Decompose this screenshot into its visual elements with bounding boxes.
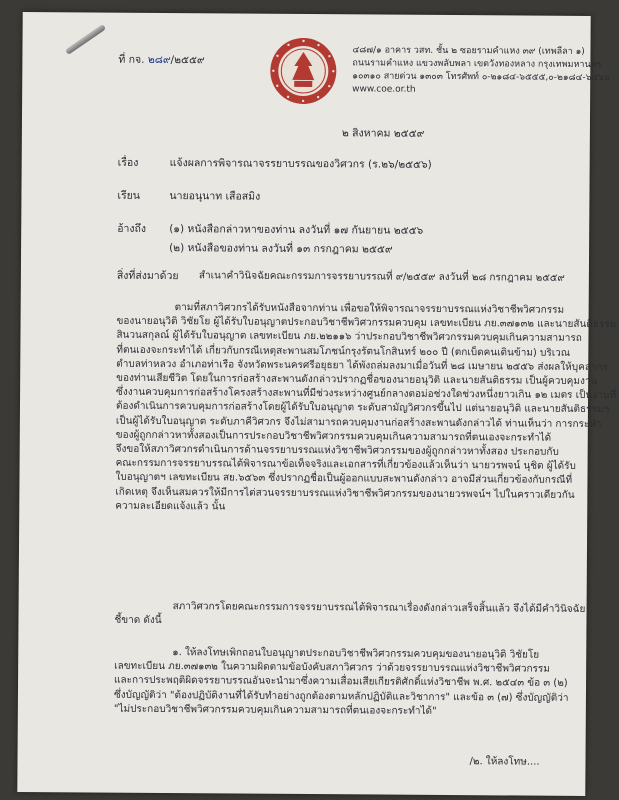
subject-label: เรื่อง: [117, 156, 139, 169]
subject-value: แจ้งผลการพิจารณาจรรยาบรรณของวิศวกร (ร.๒๖/๒๕๕๖): [169, 157, 432, 171]
reference-label: อ้างถึง: [117, 222, 147, 235]
recipient-value: นายอนุนาท เสือสมิง: [169, 190, 261, 203]
text-line: จึงขอให้สภาวิศวกรดำเนินการด้านจรรยาบรรณแห่งวิชาชีพวิศวกรรมของผู้ถูกกล่าวหาทั้งสอง ประกอบกับ: [115, 443, 559, 458]
address-line: ๑๐๓๑๐ สายด่วน ๑๓๐๓ โทรศัพท์ ๐-๒๑๘๔-๖๕๕๕,๐-๒๑๘๔-๖๕๖๖: [352, 71, 610, 84]
text-line: ที่ตนเองจะกระทำได้ เกี่ยวกับกรณีเหตุสะพานสมโภชน์กรุงรัตนโกสินทร์ ๒๐๐ ปี (ตกเบ็ดคนเดินข้าม) บริเวณ: [116, 344, 571, 359]
reference-item: (๒) หนังสือของท่าน ลงวันที่ ๑๓ กรกฎาคม ๒๕๕๙: [169, 242, 393, 256]
text-line: ซึ่งงานควบคุมการก่อสร้างโครงสร้างสะพานที่มีช่วงระหว่างศูนย์กลางตอม่อช่วงใดช่วงหนึ่งยาวเกิน ๑๒ เมตร เป็นงานที่: [116, 386, 617, 402]
text-line: ของท่านเสียชีวิต โดยในการก่อสร้างสะพานดังกล่าวปรากฏชื่อของนายอนุวิติ และนายสันติธรรม เป็นผู้ควบคุมงาน: [116, 372, 598, 388]
paragraph-1: [115, 301, 617, 517]
text-line: ของนายอนุวิติ วิชัยโย ผู้ได้รับใบอนุญาตประกอบวิชาชีพวิศวกรรมควบคุม เลขทะเบียน ภย.๓๗๑๓๒ และนายสันติธรรม: [116, 315, 617, 331]
text-line: เลขทะเบียน ภย.๓๗๑๓๒ ในความผิดตามข้อบังคับสภาวิศวกร ว่าด้วยจรรยาบรรณแห่งวิชาชีพวิศวกรรม: [114, 660, 550, 675]
text-line: ตำบลท่าหลวง อำเภอท่าเรือ จังหวัดพระนครศรีอยุธยา ได้พังถล่มลงมาเมื่อวันที่ ๒๘ เมษายน ๒๕๕๖ ส่งผลให้บุคลากร: [116, 358, 609, 373]
attachment-label: สิ่งที่ส่งมาด้วย: [116, 269, 179, 283]
text-line: และการประพฤติผิดจรรยาบรรณอันจะนำมาซึ่งความเสื่อมเสียเกียรติศักดิ์แห่งวิชาชีพ พ.ศ. ๒๕๔๓ ข้อ ๓ (๒): [114, 675, 568, 690]
paragraph-3: [113, 646, 569, 720]
address-line: ถนนรามคำแหง แขวงพลับพลา เขตวังทองหลาง กรุงเทพมหานคร: [352, 58, 602, 71]
text-line: ของผู้ถูกกล่าวหาทั้งสองเป็นการประกอบวิชาชีพวิศวกรรมควบคุมเกินความสามารถที่ตนเองจะกระทำได้: [115, 429, 552, 444]
document-date: ๒ สิงหาคม ๒๕๕๙: [341, 127, 425, 140]
address-line: ๔๘๗/๑ อาคาร วสท. ชั้น ๒ ซอยรามคำแหง ๓๙ (เทพลีลา ๑): [352, 45, 585, 57]
recipient-label: เรียน: [117, 189, 141, 202]
website: www.coe.or.th: [352, 84, 416, 95]
paragraph-2: [114, 600, 586, 631]
document-number: ที่ กจ. ๒๘๙/๒๕๕๙: [118, 53, 205, 67]
reference-item: (๑) หนังสือกล่าวหาของท่าน ลงวันที่ ๑๗ กันยายน ๒๕๕๖: [169, 223, 424, 237]
text-line: ซึ่งบัญญัติว่า "ต้องปฏิบัติงานที่ได้รับทำอย่างถูกต้องตามหลักปฏิบัติและวิชาการ" และข้อ ๓ (๗) ซึ่งบัญญัติว่า: [113, 689, 569, 704]
text-line: ต้องดำเนินการควบคุมการก่อสร้างโดยผู้ได้รับใบอนุญาต ระดับสามัญวิศวกรขึ้นไป แต่นายอนุวิติ และนายสันติธรรมฯ: [115, 401, 610, 416]
text-line: เกิดเหตุ จึงเห็นสมควรให้มีการไต่สวนจรรยาบรรณแห่งวิชาชีพวิศวกรรมของนายวรพจน์ฯ ไปในคราวเดียวกัน: [115, 486, 575, 501]
document-page: [17, 12, 617, 796]
text-line: คณะกรรมการจรรยาบรรณได้พิจารณาข้อเท็จจริงและเอกสารที่เกี่ยวข้องแล้วเห็นว่า นายวรพจน์ นุชิต ผู้ได้รับ: [115, 457, 576, 473]
text-line: ชี้ขาด ดังนี้: [114, 614, 162, 627]
text-line: "ไม่ประกอบวิชาชีพวิศวกรรมควบคุมเกินความสามารถที่ตนเองจะกระทำได้": [113, 703, 437, 717]
paper-clip-icon: [65, 24, 106, 55]
text-line: เป็นผู้ได้รับใบอนุญาต ระดับภาคีวิศวกร จึงไม่สามารถควบคุมงานก่อสร้างสะพานดังกล่าวได้ ท่านเห็นว่า การกระทำ: [115, 415, 602, 430]
text-line: ความละเอียดแจ้งแล้ว นั้น: [115, 500, 226, 513]
text-line: ตามที่สภาวิศวกรได้รับหนังสือจากท่าน เพื่อขอให้พิจารณาจรรยาบรรณแห่งวิชาชีพวิศวกรรม: [174, 302, 565, 316]
text-line: ๑. ให้ลงโทษเพิกถอนใบอนุญาตประกอบวิชาชีพวิศวกรรมควบคุมของนายอนุวิติ วิชัยโย: [172, 647, 540, 661]
council-seal-icon: [268, 36, 338, 106]
text-line: สินวนสกุลณ์ ผู้ได้รับใบอนุญาต เลขทะเบียน ภย.๒๒๑๑๖ ว่าประกอบวิชาชีพวิศวกรรมควบคุมเกินความสามารถ: [116, 330, 582, 345]
continuation-note: /๒. ให้ลงโทษ....: [469, 756, 540, 768]
text-line: ใบอนุญาตฯ เลขทะเบียน สย.๖๕๖๓ ซึ่งปรากฏชื่อเป็นผู้ออกแบบสะพานดังกล่าว อาจมีส่วนเกี่ยวข้องกับกรณีที่: [115, 472, 573, 487]
text-line: สภาวิศวกรโดยคณะกรรมการจรรยาบรรณได้พิจารณาเรื่องดังกล่าวเสร็จสิ้นแล้ว จึงได้มีคำวินิจฉัย: [172, 601, 586, 615]
attachment-value: สำเนาคำวินิจฉัยคณะกรรมการจรรยาบรรณที่ ๙/๒๕๕๙ ลงวันที่ ๒๘ กรกฎาคม ๒๕๕๙: [198, 270, 565, 284]
